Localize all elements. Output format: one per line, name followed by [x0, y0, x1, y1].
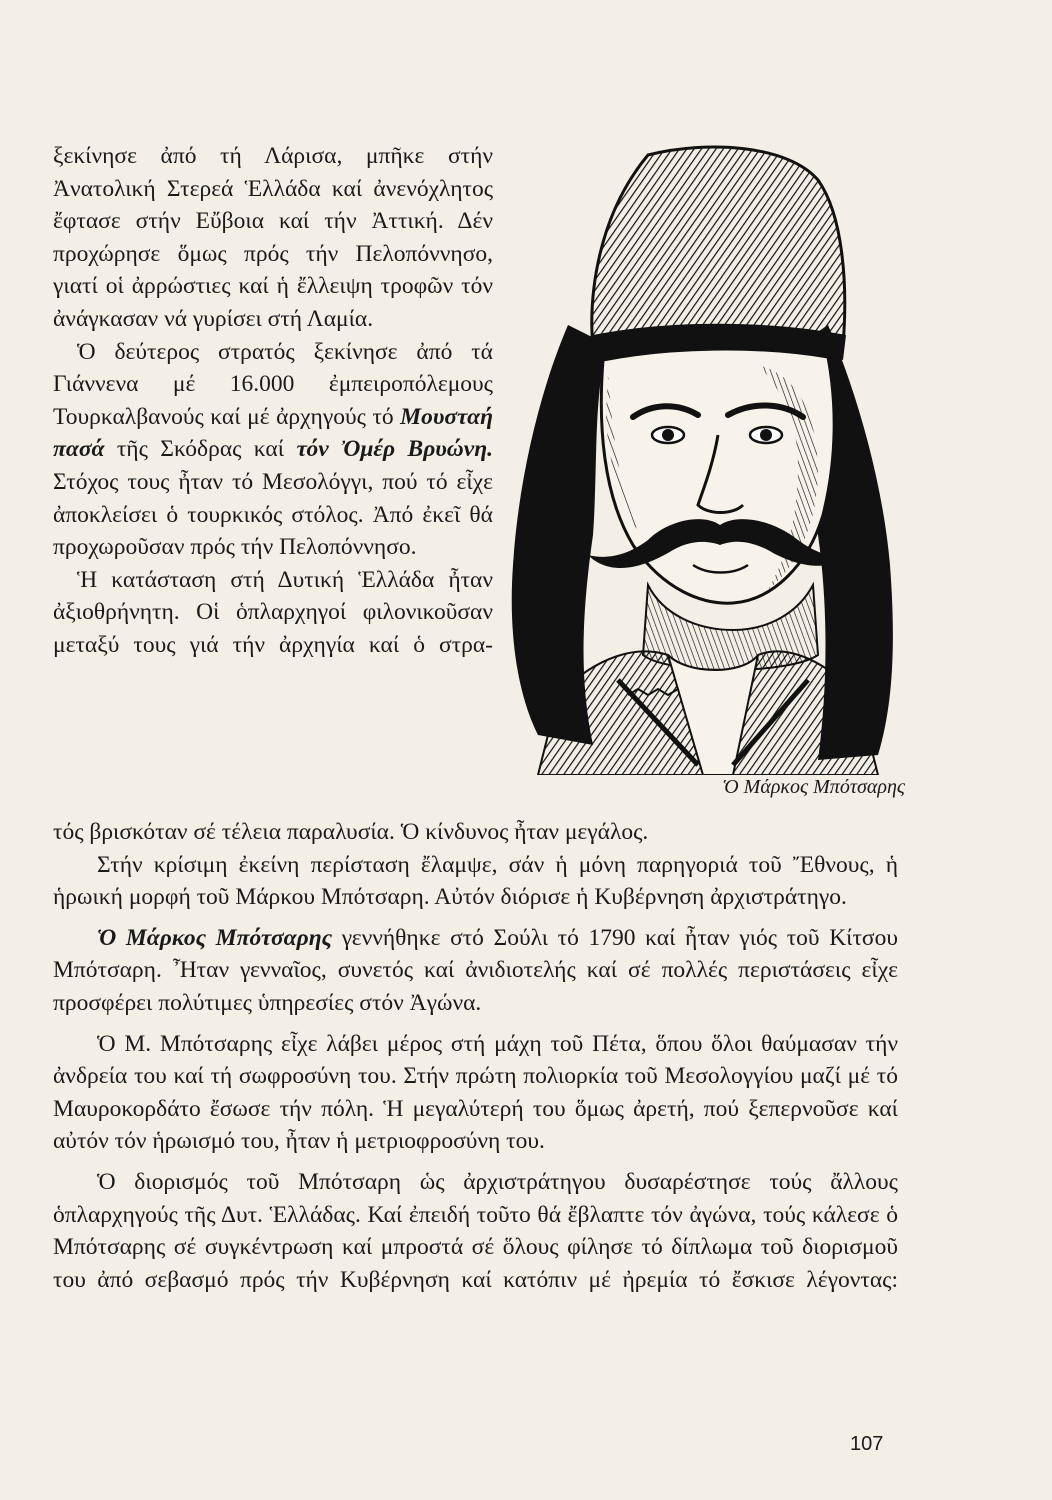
- text-run: γεννήθηκε στό Σούλι τό 1790 καί ἦταν γιός τοῦ Κίτσου Μπότσαρη. Ἦταν γενναῖος, συνετός καί ἀνιδιοτελής καί σέ πολλές περιστάσεις εἶχε προσφέρει πολύτιμες ὑπηρεσίες στόν Ἀγώνα.: [53, 924, 898, 1016]
- paragraph: Στήν κρίσιμη ἐκείνη περίσταση ἔλαμψε, σάν ἡ μόνη παρηγοριά τοῦ Ἔθνους, ἡ ἡρωική μορφή τοῦ Μάρκου Μπότσαρη. Αὐτόν διόρισε ἡ Κυβέρνηση ἀρχιστράτηγο.: [53, 851, 898, 911]
- name-omer-vryonis: τόν Ὀμέρ Βρυώνη.: [296, 436, 494, 463]
- left-text-column: [53, 140, 493, 662]
- text-run: Ὁ δεύτερος στρατός ξεκίνησε ἀπό τά Γιάννενα μέ 16.000 ἐμπειροπόλεμους Τουρκαλβανούς καί μέ ἀρχηγούς τό: [53, 338, 493, 430]
- text-run: τῆς Σκόδρας καί: [104, 436, 297, 463]
- paragraph: Ὁ διορισμός τοῦ Μπότσαρη ὡς ἀρχιστράτηγου δυσαρέστησε τούς ἄλλους ὁπλαρχηγούς τῆς Δυτ. Ἑλλάδας. Καί ἐπειδή τοῦτο θά ἔβλαπτε τόν ἀγώνα, τούς κάλεσε ὁ Μπότσαρης σέ συγκέντρωση καί μπροστά σέ ὅλους φίλησε τό δίπλωμα τοῦ διορισμοῦ του ἀπό σεβασμό πρός τήν Κυβέρνηση καί κατόπιν μέ ἠρεμία τό ἔσκισε λέγοντας:: [53, 1168, 898, 1293]
- name-moustai-pasha: Μουσταή πασά: [53, 403, 493, 463]
- paragraph: τός βρισκόταν σέ τέλεια παραλυσία. Ὁ κίνδυνος ἦταν μεγάλος.: [53, 819, 649, 845]
- full-width-text: [53, 816, 898, 1296]
- paragraph: Ἡ κατάσταση στή Δυτική Ἑλλάδα ἦταν ἀξιοθρήνητη. Οἱ ὁπλαρχηγοί φιλονικοῦσαν μεταξύ τους γιά τήν ἀρχηγία καί ὁ στρα-: [53, 566, 493, 658]
- portrait-caption: Ὁ Μάρκος Μπότσαρης: [722, 776, 905, 798]
- paragraph: Ὁ Μ. Μπότσαρης εἶχε λάβει μέρος στή μάχη τοῦ Πέτα, ὅπου ὅλοι θαύμασαν τήν ἀνδρεία του καί τή σωφροσύνη του. Στήν πρώτη πολιορκία τοῦ Μεσολογγίου μαζί μέ τό Μαυροκορδάτο ἔσωσε τήν πόλη. Ἡ μεγαλύτερή του ὅμως ἀρετή, πού ξεπερνοῦσε καί αὐτόν τόν ἡρωισμό του, ἦταν ἡ μετριοφροσύνη του.: [53, 1030, 898, 1155]
- name-markos-botsaris: Ὁ Μάρκος Μπότσαρης: [97, 924, 333, 951]
- page-number: 107: [850, 1433, 884, 1455]
- portrait-illustration: [498, 135, 903, 775]
- text-run: Στόχος τους ἦταν τό Μεσολόγγι, πού τό εἶχε ἀποκλείσει ὁ τουρκικός στόλος. Ἀπό ἐκεῖ θά προχωροῦσαν πρός τήν Πελοπόννησο.: [53, 468, 493, 561]
- paragraph: ξεκίνησε ἀπό τή Λάρισα, μπῆκε στήν Ἀνατολική Στερεά Ἑλλάδα καί ἀνενόχλητος ἔφτασε στήν Εὔβοια καί τήν Ἀττική. Δέν προχώρησε ὅμως πρός τήν Πελοπόννησο, γιατί οἱ ἀρρώστιες καί ἡ ἔλλειψη τροφῶν τόν ἀνάγκασαν νά γυρίσει στή Λαμία.: [53, 143, 493, 332]
- paragraph: [53, 336, 493, 564]
- paragraph: [53, 922, 898, 1020]
